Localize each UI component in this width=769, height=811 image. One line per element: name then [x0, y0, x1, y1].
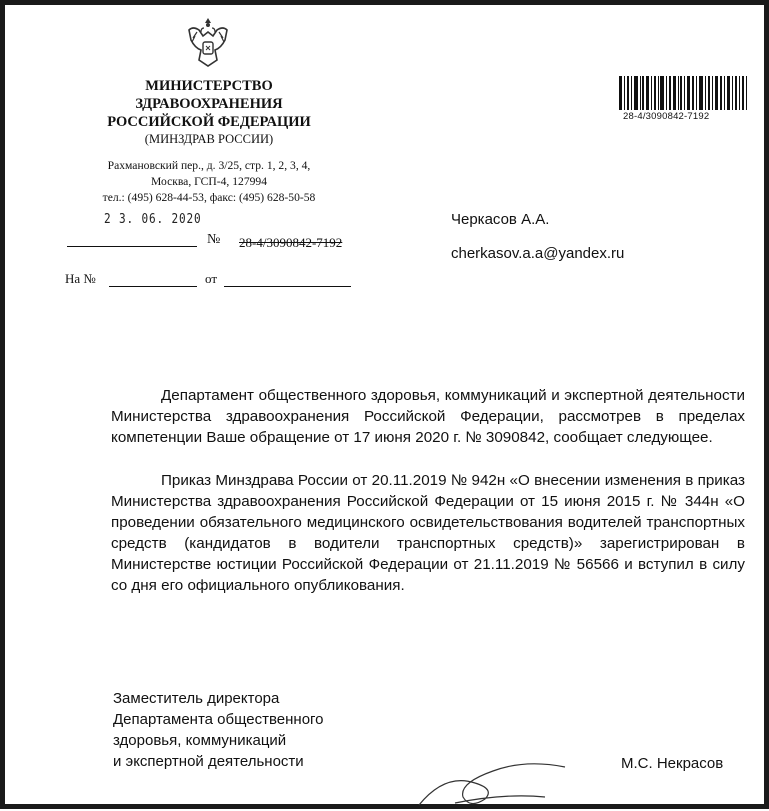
date-rule [67, 246, 197, 247]
body-paragraph-text: Приказ Минздрава России от 20.11.2019 № 942н «О внесении изменения в приказ Министерства здравоохранения Российской Федерации от 15 июня 2015 г. № 344н «О проведении обязательного медицинского освидетельствования водителей транспортных средств (кандидатов в водители транспортных средств)» зарегистрирован в Министерстве юстиции Российской Федерации от 21.11.2019 № 56566 и вступил в силу со дня его официального опубликования. [111, 472, 745, 594]
ministry-line: МИНИСТЕРСТВО [145, 78, 273, 94]
reference-number-label: На № [65, 271, 96, 286]
body-paragraph-text: Департамент общественного здоровья, коммуникаций и экспертной деятельности Министерства здравоохранения Российской Федерации, рассмотрев в пределах компетенции Ваше обращение от 17 июня 2020 г. № 3090842, сообщает следующее. [111, 387, 745, 446]
ministry-name [65, 77, 353, 131]
number-sign: № [207, 232, 221, 247]
outgoing-number: 28-4/3090842-7192 [239, 235, 343, 250]
address-line: Рахмановский пер., д. 3/25, стр. 1, 2, 3, 4, [107, 159, 311, 172]
body-paragraph [111, 470, 745, 596]
ministry-line: ЗДРАВООХРАНЕНИЯ [135, 96, 283, 112]
recipient-name: Черкасов А.А. [451, 211, 550, 228]
date-stamp: 2 3. 06. 2020 [104, 212, 202, 227]
reference-date-label: от [205, 271, 218, 286]
ministry-line: РОССИЙСКОЙ ФЕДЕРАЦИИ [107, 114, 311, 130]
handwritten-signature [415, 753, 575, 811]
body-paragraph [111, 385, 745, 448]
signer-title [113, 688, 324, 772]
signer-title-line: Департамента общественного [113, 711, 324, 728]
coat-of-arms-icon [183, 14, 233, 70]
recipient-email: cherkasov.a.a@yandex.ru [451, 245, 625, 262]
contact-line: тел.: (495) 628-44-53, факс: (495) 628-50-58 [102, 191, 316, 204]
signer-name: М.С. Некрасов [621, 755, 724, 772]
ministry-address [65, 158, 353, 206]
reference-date-rule [224, 286, 351, 287]
reference-number-rule [109, 286, 197, 287]
signer-title-line: Заместитель директора [113, 690, 280, 707]
barcode-number: 28-4/3090842-7192 [623, 111, 710, 122]
signer-title-line: и экспертной деятельности [113, 753, 304, 770]
address-line: Москва, ГСП-4, 127994 [150, 175, 268, 188]
signer-title-line: здоровья, коммуникаций [113, 732, 287, 749]
barcode-icon [619, 76, 747, 110]
ministry-short-name: (МИНЗДРАВ РОССИИ) [144, 132, 274, 146]
